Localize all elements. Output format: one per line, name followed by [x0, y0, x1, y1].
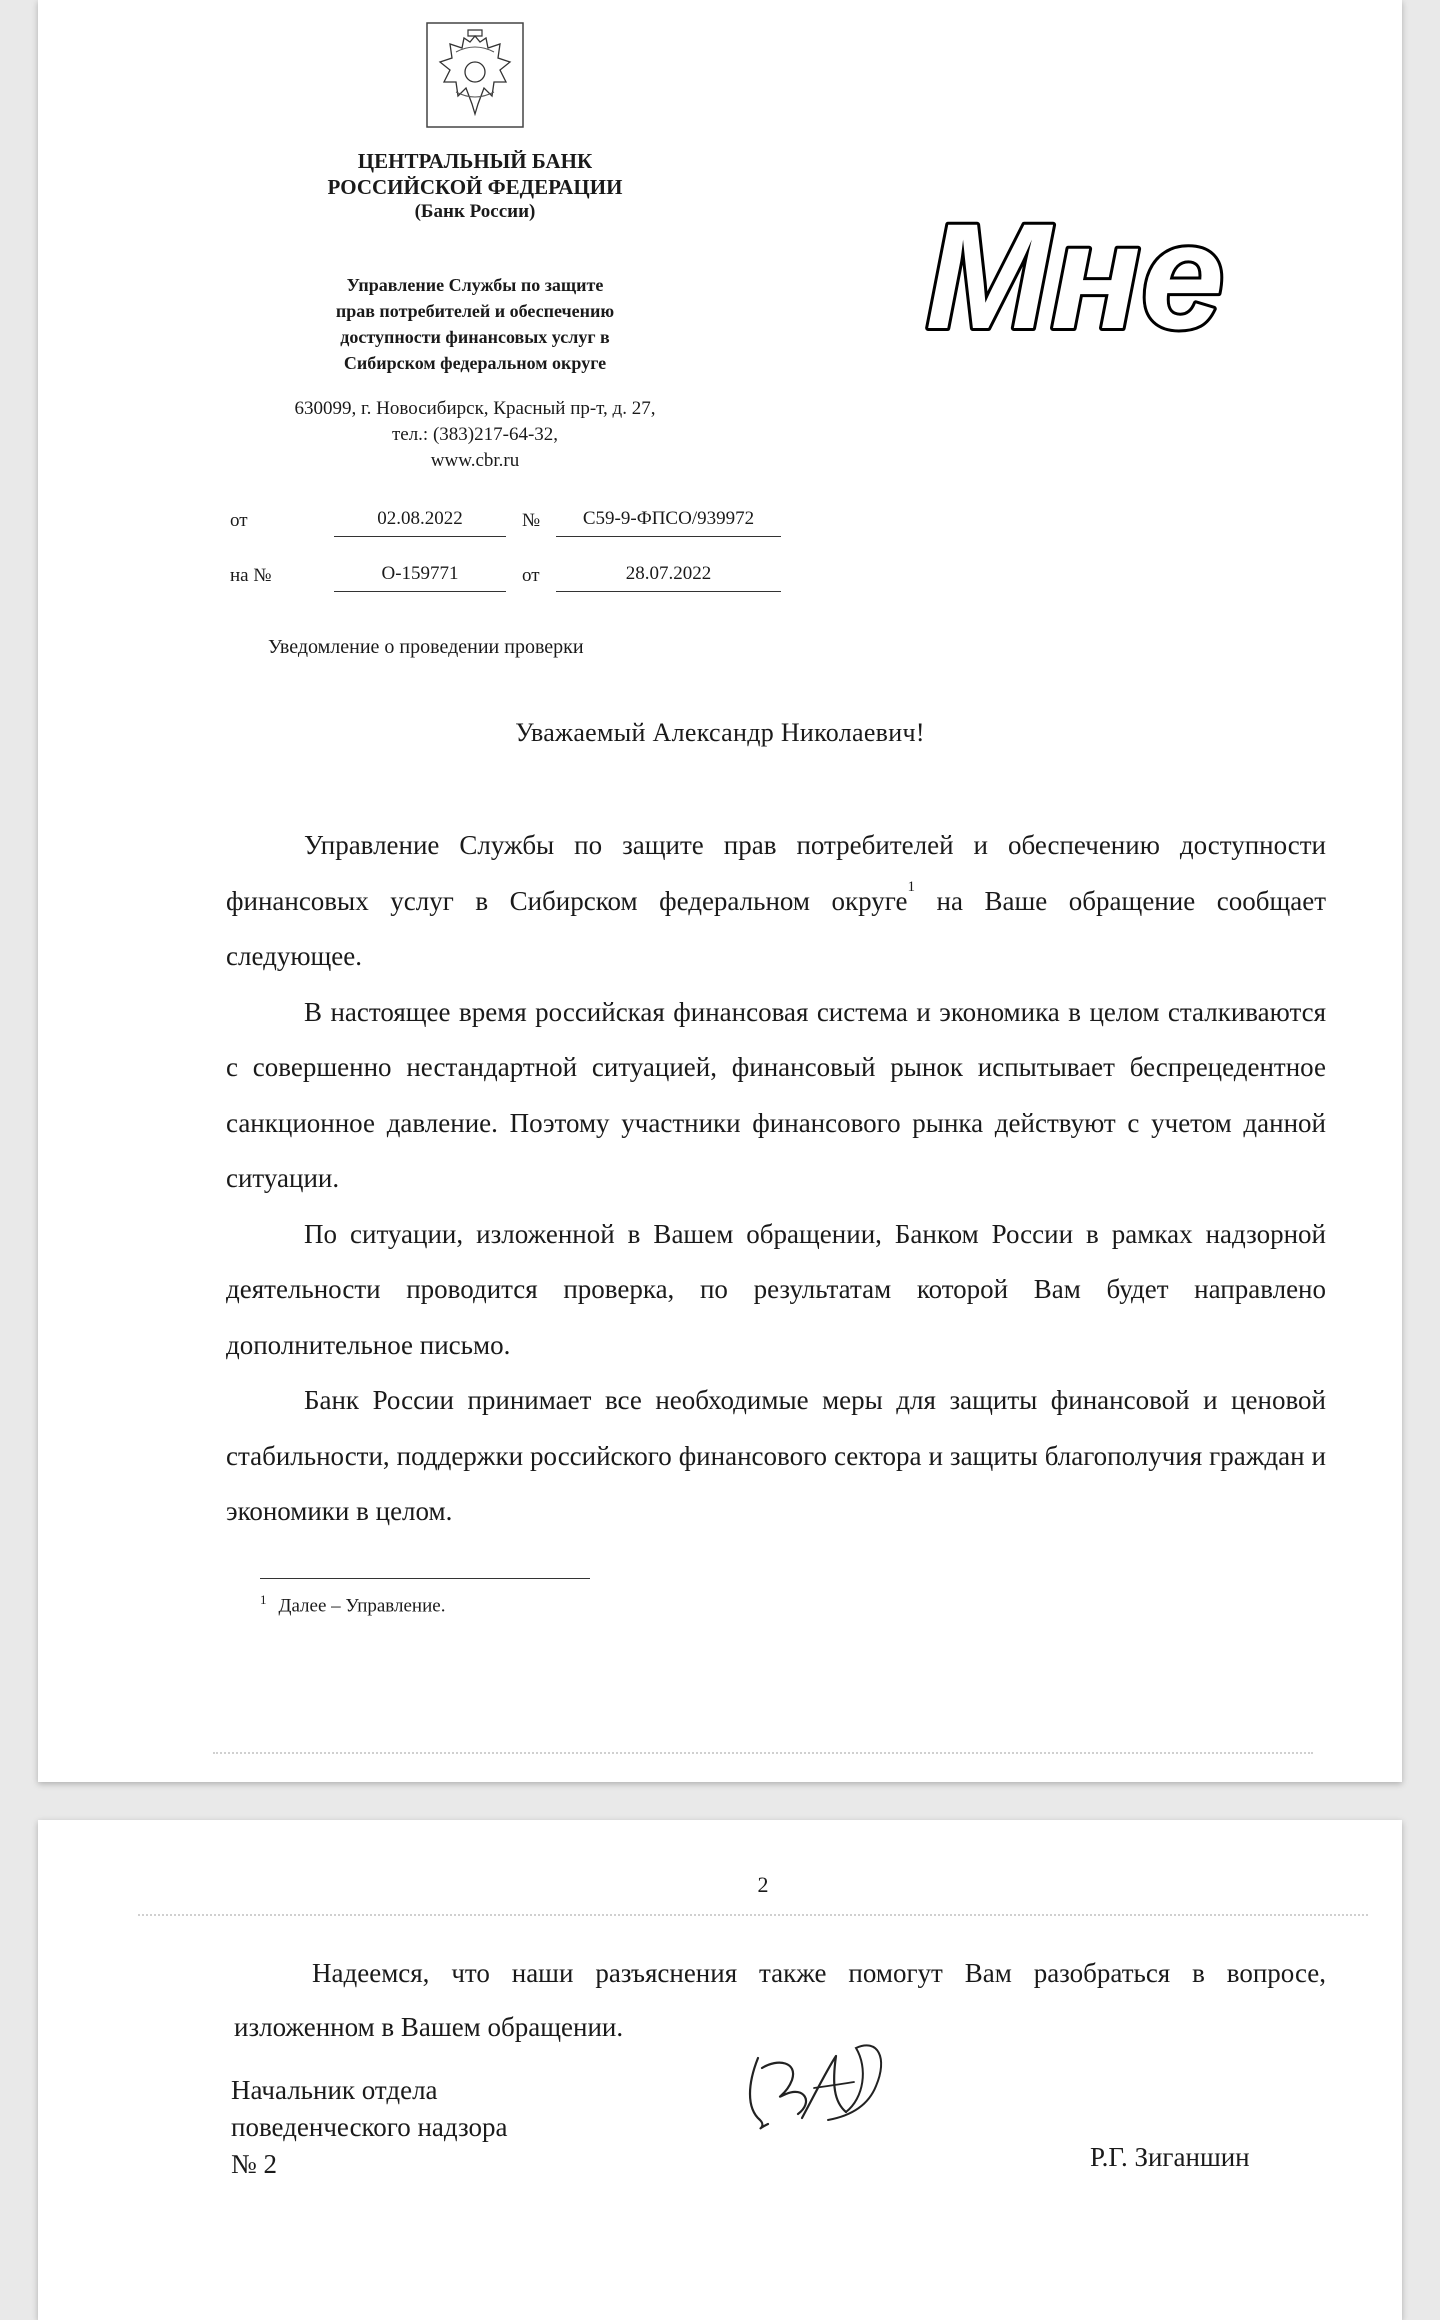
website-text: www.cbr.ru [430, 450, 520, 471]
number-label: № [522, 510, 541, 531]
signer-title-line: поведенческого надзора [231, 2112, 508, 2142]
letter-body [226, 818, 1326, 1540]
address-block [238, 396, 712, 474]
paragraph-4: Банк России принимает все необходимые меры для защиты финансовой и ценовой стабильности, поддержки российского финансового сектора и защиты благополучия граждан и экономики в целом. [226, 1385, 1326, 1526]
ref-label: на № [230, 565, 272, 586]
department-name [238, 272, 712, 376]
paragraph-2: В настоящее время российская финансовая система и экономика в целом сталкиваются с совершенно нестандартной ситуацией, финансовый рынок испытывает беспрецедентное санкционное давление. Поэтому участники финансового рынка действуют с учетом данной ситуации. [226, 996, 1326, 1193]
footnote-ref: 1 [907, 878, 915, 895]
dept-line: Управление Службы по защите [346, 275, 604, 295]
letter-page-1 [38, 0, 1402, 1782]
greeting: Уважаемый Александр Николаевич! [515, 718, 925, 747]
bank-name-line1: ЦЕНТРАЛЬНЫЙ БАНК [357, 149, 593, 173]
footnote: $^1$ Далее – Управление. [260, 1592, 446, 1617]
handwritten-signature [728, 2028, 898, 2138]
letter-number: С59-9-ФПСО/939972 [556, 508, 781, 537]
dept-line: прав потребителей и обеспечению [335, 301, 615, 321]
signer-name: Р.Г. Зиганшин [1090, 2142, 1250, 2172]
overlay-text-graphic [853, 150, 1298, 390]
ref-date: 28.07.2022 [556, 563, 781, 592]
bank-name [238, 148, 712, 200]
bank-short-name: (Банк России) [414, 201, 536, 222]
letter-page-2 [38, 1820, 1402, 2320]
paragraph-1: Управление Службы по защите прав потребителей и обеспечению доступности финансовых услуг в Сибирском федеральном округе$^1$ на Ваше обращение сообщает следующее. [226, 830, 1327, 971]
coat-of-arms-emblem [426, 22, 524, 128]
signer-title-line: № 2 [231, 2149, 278, 2179]
scan-artifact-line [138, 1914, 1368, 1922]
ref-number: О-159771 [334, 563, 506, 592]
overlay-sticker [853, 150, 1298, 390]
dept-line: доступности финансовых услуг в [340, 327, 610, 347]
letter-subject: Уведомление о проведении проверки [268, 636, 584, 658]
address-line: 630099, г. Новосибирск, Красный пр-т, д. 27, [294, 398, 656, 419]
letter-date: 02.08.2022 [334, 508, 506, 537]
signer-title [231, 2072, 507, 2183]
bank-name-line2: РОССИЙСКОЙ ФЕДЕРАЦИИ [327, 175, 623, 199]
signer-title-line: Начальник отдела [231, 2075, 438, 2105]
dept-line: Сибирском федеральном округе [343, 353, 607, 373]
scan-artifact-line [213, 1752, 1313, 1760]
ref-from-label: от [522, 565, 540, 586]
page-number: 2 [757, 1872, 769, 1897]
paragraph-3: По ситуации, изложенной в Вашем обращении, Банком России в рамках надзорной деятельности проводится проверка, по результатам которой Вам будет направлено дополнительное письмо. [226, 1218, 1326, 1360]
address-line: тел.: (383)217-64-32, [391, 424, 559, 445]
overlay-text: Мне [925, 192, 1225, 360]
footnote-divider [260, 1578, 590, 1579]
from-label: от [230, 510, 248, 531]
closing-paragraph: Надеемся, что наши разъяснения также помогут Вам разобраться в вопросе, изложенном в Вашем обращении. [234, 1958, 1326, 2042]
